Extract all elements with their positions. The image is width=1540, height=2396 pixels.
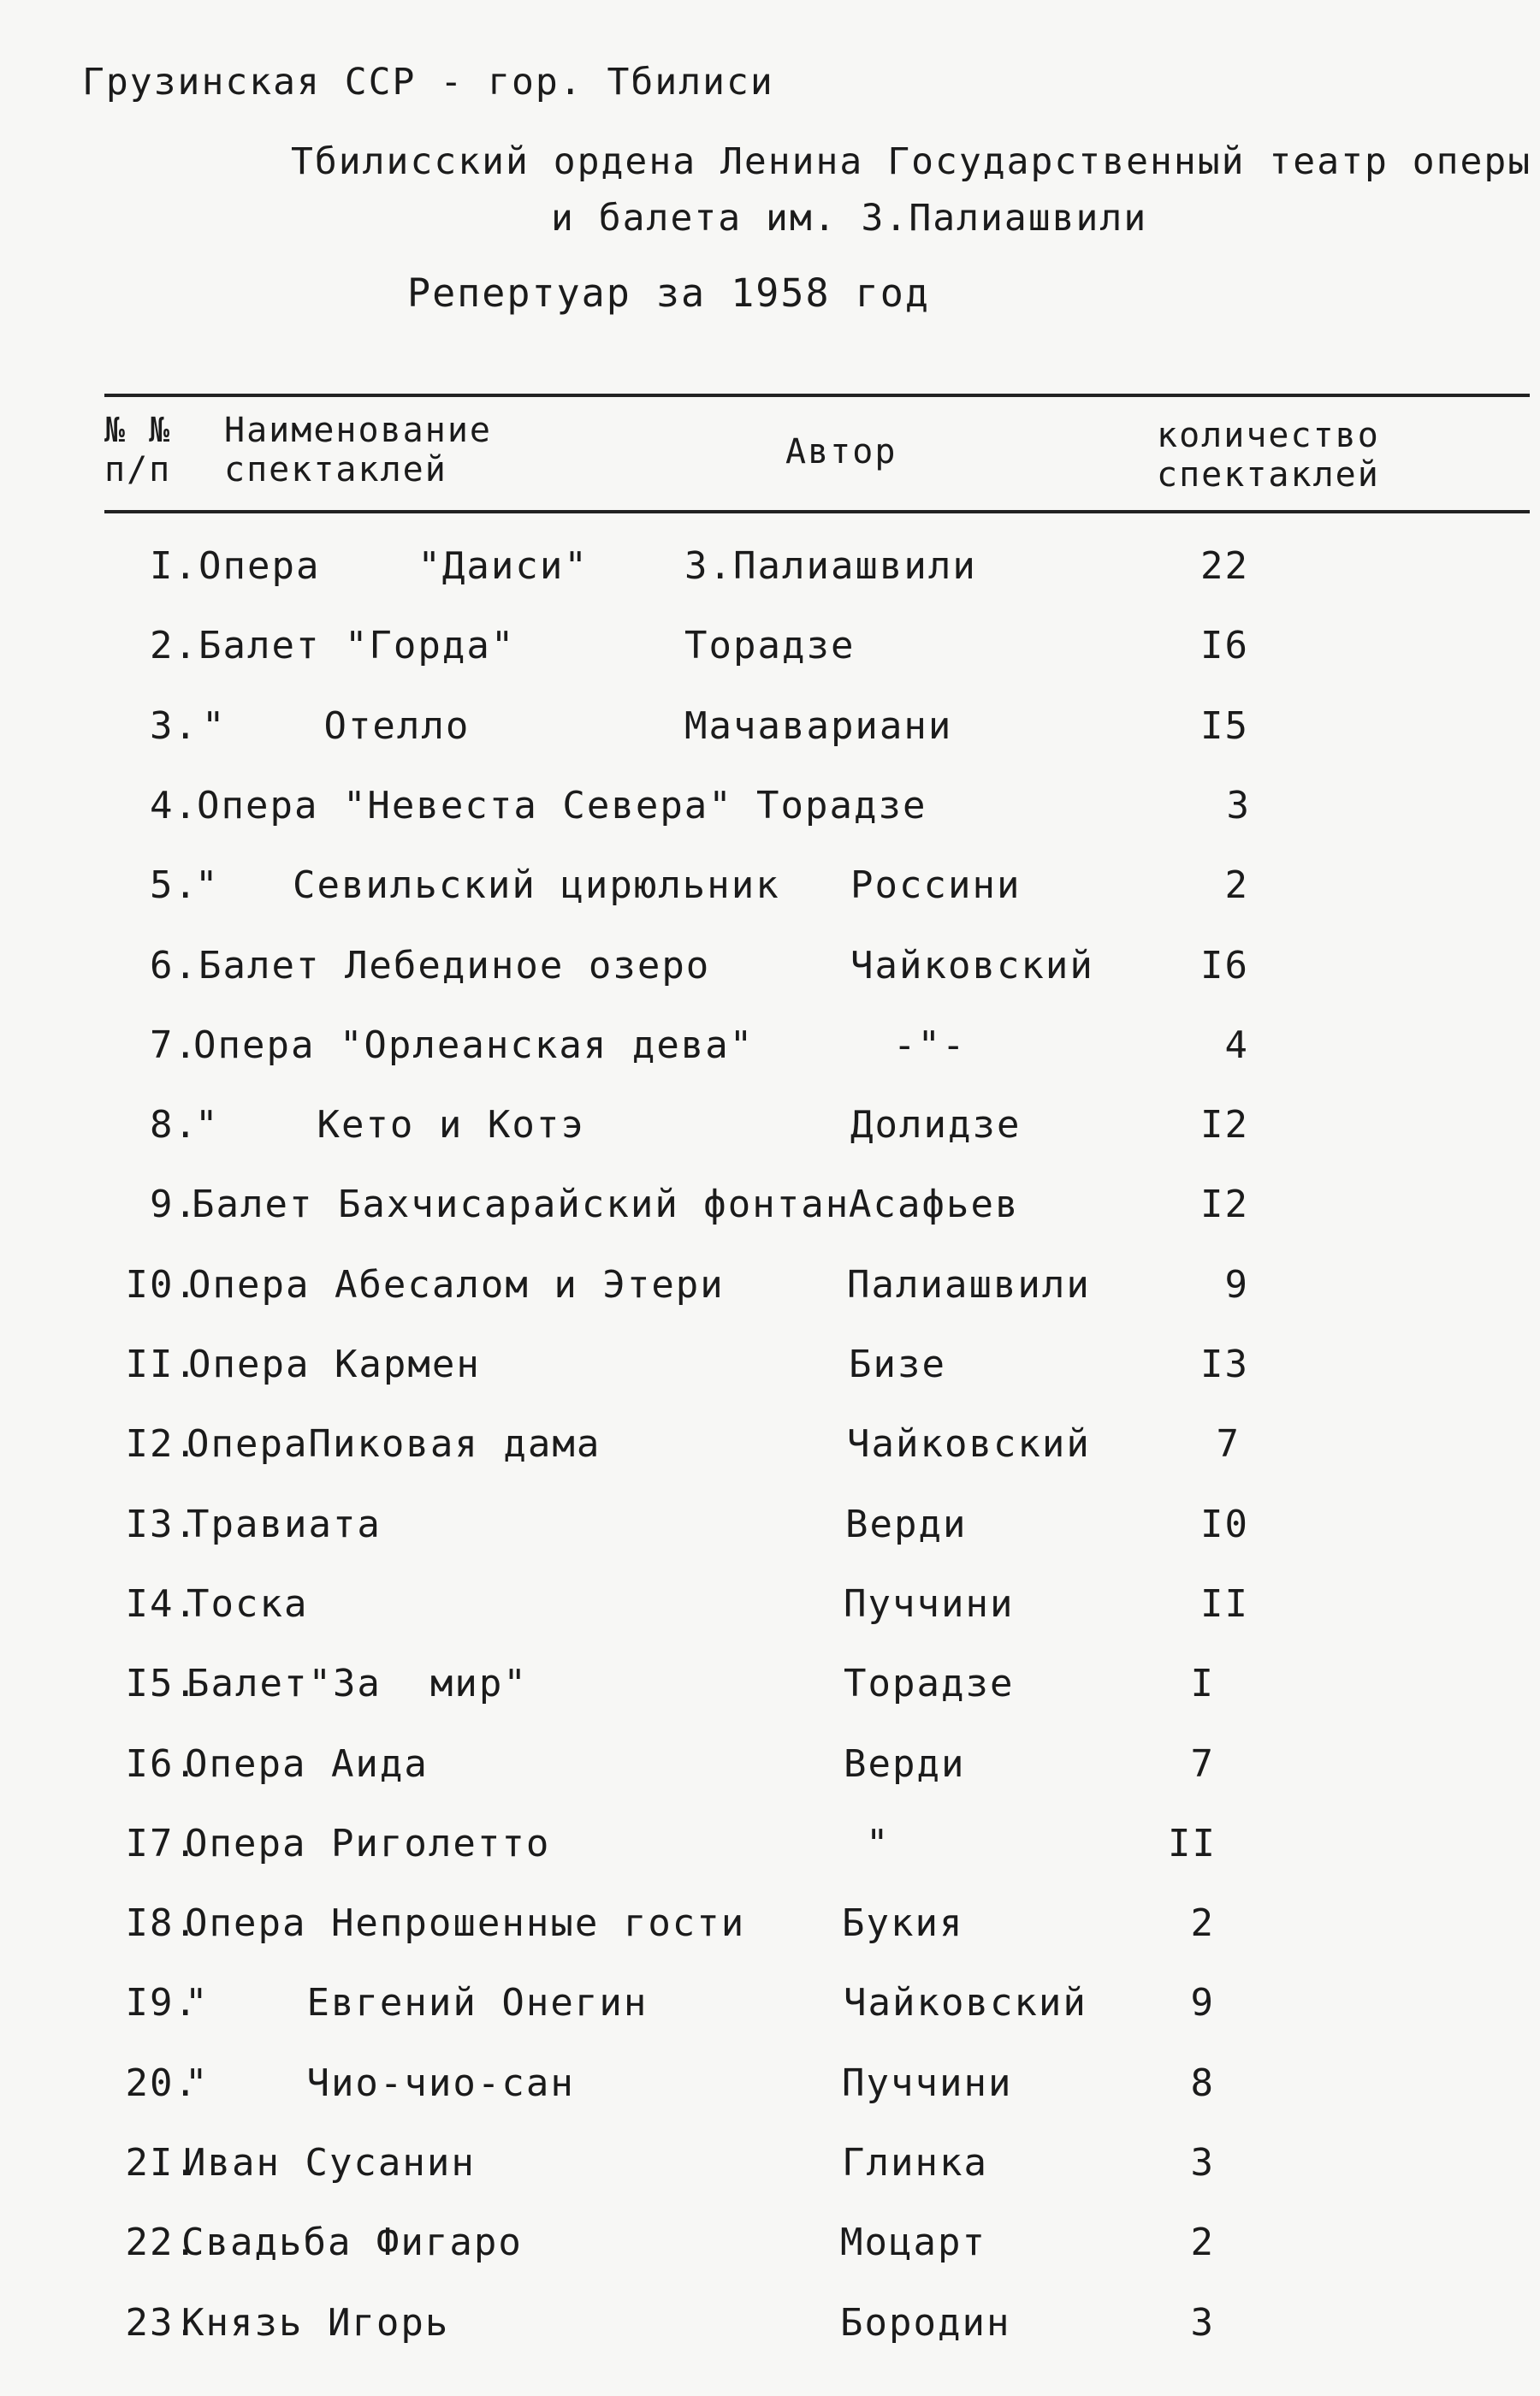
region-line: Грузинская ССР - гор. Тбилиси	[82, 61, 774, 104]
row-title: Травиата	[187, 1502, 382, 1546]
table-row	[0, 1262, 1540, 1346]
row-number: 23.	[125, 2300, 198, 2345]
row-title: Иван Сусанин	[183, 2141, 476, 2185]
row-author: "	[866, 1821, 891, 1865]
row-count: I2	[1200, 1183, 1249, 1227]
row-number: I0.	[125, 1262, 198, 1307]
row-number: 7.	[150, 1023, 198, 1067]
row-number: I3.	[125, 1502, 198, 1546]
row-title: Опера Кармен	[188, 1343, 481, 1386]
row-author: Мачавариани	[684, 703, 953, 748]
row-author: Палиашвили	[847, 1262, 1091, 1307]
row-author: Пуччини	[844, 1581, 1015, 1626]
table-row	[0, 1422, 1540, 1505]
row-number: I5.	[125, 1662, 198, 1706]
row-title: Опера Риголетто	[185, 1821, 551, 1865]
row-author: Торадзе	[844, 1662, 1015, 1706]
row-author: Бородин	[840, 2300, 1011, 2345]
row-author: -"-	[893, 1023, 967, 1067]
row-author: Торадзе	[756, 783, 927, 827]
row-count: II	[1168, 1821, 1217, 1865]
row-number: I6.	[125, 1741, 198, 1786]
row-count: 22	[1200, 544, 1249, 588]
row-count: I2	[1200, 1103, 1249, 1148]
row-count: I	[1190, 1662, 1215, 1706]
row-author: Пуччини	[842, 2061, 1013, 2105]
row-author: Бизе	[849, 1343, 946, 1386]
table-header-rule	[104, 510, 1530, 513]
row-count: I6	[1200, 943, 1249, 987]
row-count: 7	[1190, 1741, 1215, 1786]
table-top-rule	[104, 394, 1530, 397]
document-title: Репертуар за 1958 год	[407, 270, 930, 316]
row-count: 8	[1190, 2061, 1215, 2105]
row-number: 3.	[150, 703, 198, 748]
row-count: 2	[1224, 863, 1249, 908]
row-title: " Отелло	[202, 703, 471, 748]
row-count: I3	[1200, 1343, 1249, 1386]
row-count: 7	[1216, 1422, 1241, 1467]
row-title: Свадьба Фигаро	[181, 2221, 523, 2265]
row-count: 3	[1226, 783, 1251, 827]
row-author: Долидзе	[850, 1103, 1022, 1148]
row-count: I5	[1200, 703, 1249, 748]
row-number: 22.	[125, 2221, 198, 2265]
row-count: 2	[1190, 2221, 1215, 2265]
row-author: Верди	[844, 1741, 966, 1786]
table-row	[0, 2300, 1540, 2384]
row-title: Опера Непрошенные гости	[185, 1901, 746, 1946]
table-row	[0, 624, 1540, 707]
row-title: " Евгений Онегин	[185, 1981, 649, 2025]
row-title: Опера "Даиси"	[198, 544, 589, 588]
theatre-name-line2: и балета им. З.Палиашвили	[551, 197, 1148, 240]
row-count: 2	[1190, 1901, 1215, 1946]
table-row	[0, 2221, 1540, 2304]
row-author: Верди	[845, 1502, 968, 1546]
row-count: II	[1200, 1581, 1249, 1626]
row-count: 9	[1224, 1262, 1249, 1307]
theatre-name-line1: Тбилисский ордена Ленина Государственный театр оперы	[291, 140, 1532, 183]
row-title: Балет Бахчисарайский фонтан	[192, 1183, 850, 1227]
column-header-author: Автор	[785, 432, 897, 471]
row-number: 2I.	[125, 2141, 198, 2185]
row-number: 4.	[150, 783, 198, 827]
row-author: Глинка	[842, 2141, 988, 2185]
column-header-number: № № п/п	[104, 411, 172, 489]
row-title: " Кето и Котэ	[195, 1103, 585, 1148]
table-row	[0, 1662, 1540, 1745]
row-number: 8.	[150, 1103, 198, 1148]
row-title: Князь Игорь	[181, 2300, 450, 2345]
table-row	[0, 1981, 1540, 2064]
row-title: Балет"За мир"	[187, 1662, 528, 1706]
row-author: Россини	[850, 863, 1022, 908]
table-row	[0, 863, 1540, 946]
row-count: I6	[1200, 624, 1249, 668]
row-author: Букия	[842, 1901, 964, 1946]
row-number: I7.	[125, 1821, 198, 1865]
row-author: Асафьев	[849, 1183, 1020, 1227]
row-author: Чайковский	[847, 1422, 1091, 1467]
row-number: I8.	[125, 1901, 198, 1946]
table-row	[0, 1821, 1540, 1905]
row-author: Моцарт	[840, 2221, 986, 2265]
column-header-title: Наименование спектаклей	[224, 411, 492, 489]
row-title: ОпераПиковая дама	[187, 1422, 601, 1467]
row-number: II.	[125, 1343, 198, 1386]
row-title: Балет Лебединое озеро	[198, 943, 711, 987]
table-row	[0, 1103, 1540, 1186]
table-row	[0, 943, 1540, 1027]
table-row	[0, 2141, 1540, 2224]
table-row	[0, 1502, 1540, 1586]
row-author: Чайковский	[844, 1981, 1087, 2025]
table-row	[0, 1581, 1540, 1665]
table-row	[0, 1183, 1540, 1266]
row-author: Чайковский	[850, 943, 1094, 987]
row-number: 9.	[150, 1183, 198, 1227]
table-row	[0, 783, 1540, 867]
row-title: Опера Абесалом и Этери	[188, 1262, 725, 1307]
row-number: I.	[150, 544, 198, 588]
row-number: 20.	[125, 2061, 198, 2105]
table-row	[0, 1023, 1540, 1106]
row-title: Балет "Горда"	[198, 624, 516, 668]
row-count: 3	[1190, 2300, 1215, 2345]
row-title: Опера "Орлеанская дева"	[193, 1023, 755, 1067]
row-author: Торадзе	[684, 624, 856, 668]
row-title: Тоска	[187, 1581, 309, 1626]
row-number: 6.	[150, 943, 198, 987]
row-count: I0	[1200, 1502, 1249, 1546]
row-count: 3	[1190, 2141, 1215, 2185]
row-author: З.Палиашвили	[684, 544, 977, 588]
row-number: 2.	[150, 624, 198, 668]
row-number: I4.	[125, 1581, 198, 1626]
table-row	[0, 1343, 1540, 1426]
row-number: I9.	[125, 1981, 198, 2025]
row-title: " Севильский цирюльник	[195, 863, 780, 908]
table-row	[0, 703, 1540, 787]
table-row	[0, 1901, 1540, 1984]
row-number: 5.	[150, 863, 198, 908]
column-header-count: количество спектаклей	[1157, 416, 1380, 495]
row-title: Опера "Невеста Севера"	[197, 783, 733, 827]
row-count: 4	[1224, 1023, 1249, 1067]
table-row	[0, 2061, 1540, 2144]
row-title: Опера Аида	[185, 1741, 429, 1786]
table-row	[0, 544, 1540, 627]
row-title: " Чио-чио-сан	[185, 2061, 575, 2105]
row-number: I2.	[125, 1422, 198, 1467]
row-count: 9	[1190, 1981, 1215, 2025]
table-row	[0, 1741, 1540, 1825]
